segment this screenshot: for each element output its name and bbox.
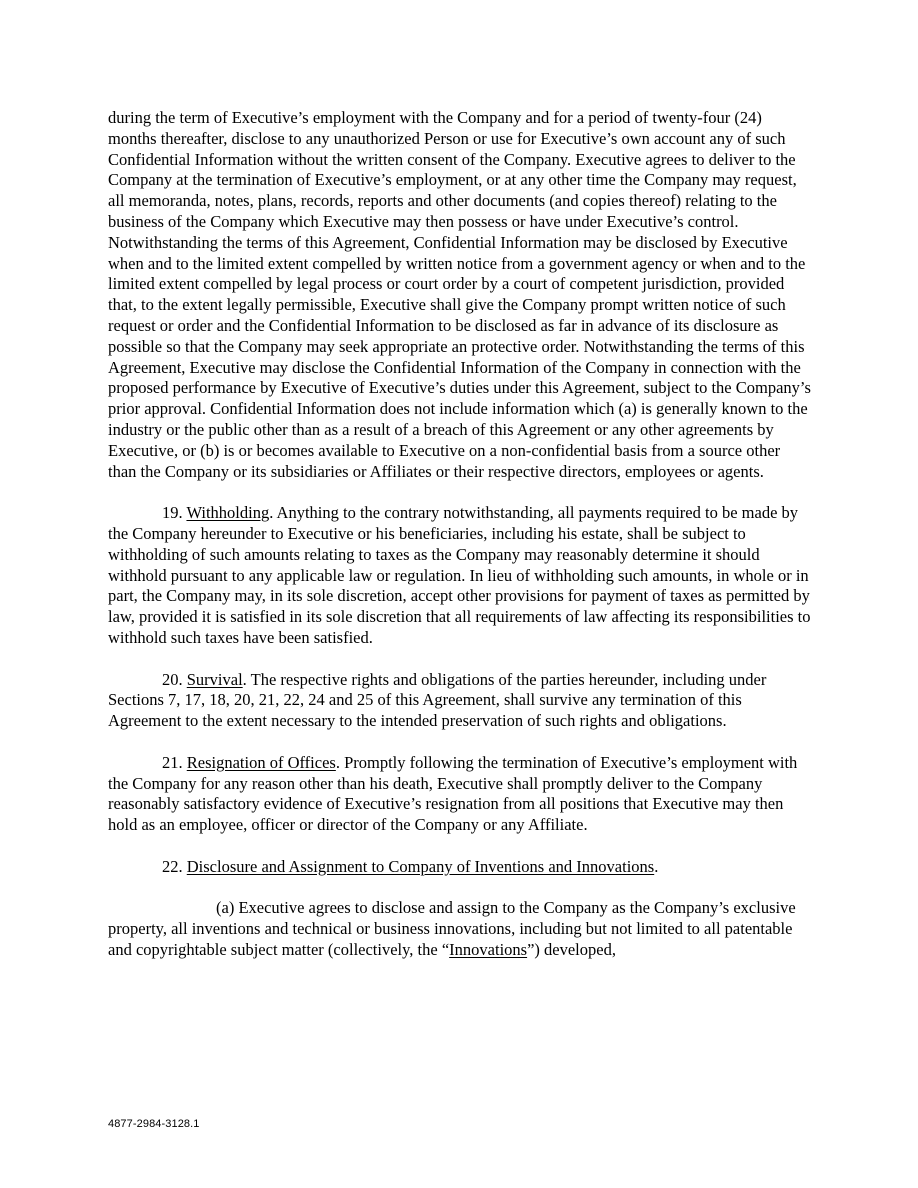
- section-body: The respective rights and obligations of the parties hereunder, including under Sections 7, 17, 18, 20, 21, 22, 24 and 25 of this Agreement, shall survive any termination of this Agreement to the extent necessary to the intended preservation of such rights and obligations.: [108, 669, 767, 731]
- paragraph-gap: [108, 732, 812, 753]
- section-number: 20.: [162, 669, 183, 689]
- section-heading: Survival: [186, 669, 243, 689]
- section-22a: [108, 898, 812, 960]
- section-number: 21.: [162, 752, 183, 772]
- defined-term-innovations: Innovations: [449, 939, 528, 959]
- paragraph-gap: [108, 877, 812, 898]
- section-20-survival: [108, 670, 812, 732]
- paragraph-18-continued: during the term of Executive’s employment with the Company and for a period of twenty-four (24) months thereafter, disclose to any unauthorized Person or use for Executive’s own account any of such Confidential Information without the written consent of the Company. Executive agrees to deliver to the Company at the termination of Executive’s employment, or at any other time the Company may request, all memoranda, notes, plans, records, reports and other documents (and copies thereof) relating to the business of the Company which Executive may then possess or have under Executive’s control. Notwithstanding the terms of this Agreement, Confidential Information may be disclosed by Executive when and to the limited extent compelled by written notice from a government agency or when and to the limited extent compelled by legal process or court order by a court of competent jurisdiction, provided that, to the extent legally permissible, Executive shall give the Company prompt written notice of such request or order and the Confidential Information to be disclosed as far in advance of its disclosure as possible so that the Company may seek appropriate an protective order. Notwithstanding the terms of this Agreement, Executive may disclose the Confidential Information of the Company in connection with the proposed performance by Executive of Executive’s duties under this Agreement, subject to the Company’s prior approval. Confidential Information does not include information which (a) is generally known to the industry or the public other than as a result of a breach of this Agreement or any other agreements by Executive, or (b) is or becomes available to Executive on a non-confidential basis from a source other than the Company or its subsidiaries or Affiliates or their respective directors, employees or agents.: [108, 108, 811, 481]
- paragraph-gap: [108, 649, 812, 670]
- section-heading-end: .: [335, 752, 340, 772]
- document-id-footer: 4877-2984-3128.1: [108, 1118, 200, 1130]
- paragraph-gap: [108, 836, 812, 857]
- paragraph-gap: [108, 482, 812, 503]
- section-heading: Withholding: [186, 503, 270, 523]
- document-page: [108, 108, 812, 961]
- section-body: Anything to the contrary notwithstanding, all payments required to be made by the Company hereunder to Executive or his beneficiaries, including his estate, shall be subject to withholding of such amounts relating to taxes as the Company may reasonably determine it should withhold pursuant to any applicable law or regulation. In lieu of withholding such amounts, in whole or in part, the Company may, in its sole discretion, accept other provisions for payment of taxes as permitted by law, provided it is satisfied in its sole discretion that all requirements of law affecting its responsibilities to withhold such taxes have been satisfied.: [108, 503, 811, 647]
- section-heading: Disclosure and Assignment to Company of Inventions and Innovations: [186, 856, 655, 876]
- section-21-resignation: [108, 753, 812, 836]
- section-number: 22.: [162, 856, 183, 876]
- section-heading: Resignation of Offices: [186, 752, 336, 772]
- section-heading-end: .: [242, 669, 247, 689]
- section-22a-text: (a) Executive agrees to disclose and assign to the Company as the Company’s exclusive property, all inventions and technical or business innovations, including but not limited to all patentable and copyrightable subject matter (collectively, the “: [108, 898, 796, 959]
- section-body: Promptly following the termination of Executive’s employment with the Company for any reason other than his death, Executive shall promptly deliver to the Company reasonably satisfactory evidence of Executive’s resignation from all positions that Executive may then hold as an employee, officer or director of the Company or any Affiliate.: [108, 752, 798, 835]
- section-heading-end: .: [654, 856, 659, 876]
- section-22-disclosure: [108, 857, 812, 878]
- section-heading-end: .: [269, 503, 274, 523]
- section-number: 19.: [162, 503, 183, 523]
- section-22a-suffix: ”) developed,: [527, 939, 616, 959]
- section-19-withholding: [108, 503, 812, 649]
